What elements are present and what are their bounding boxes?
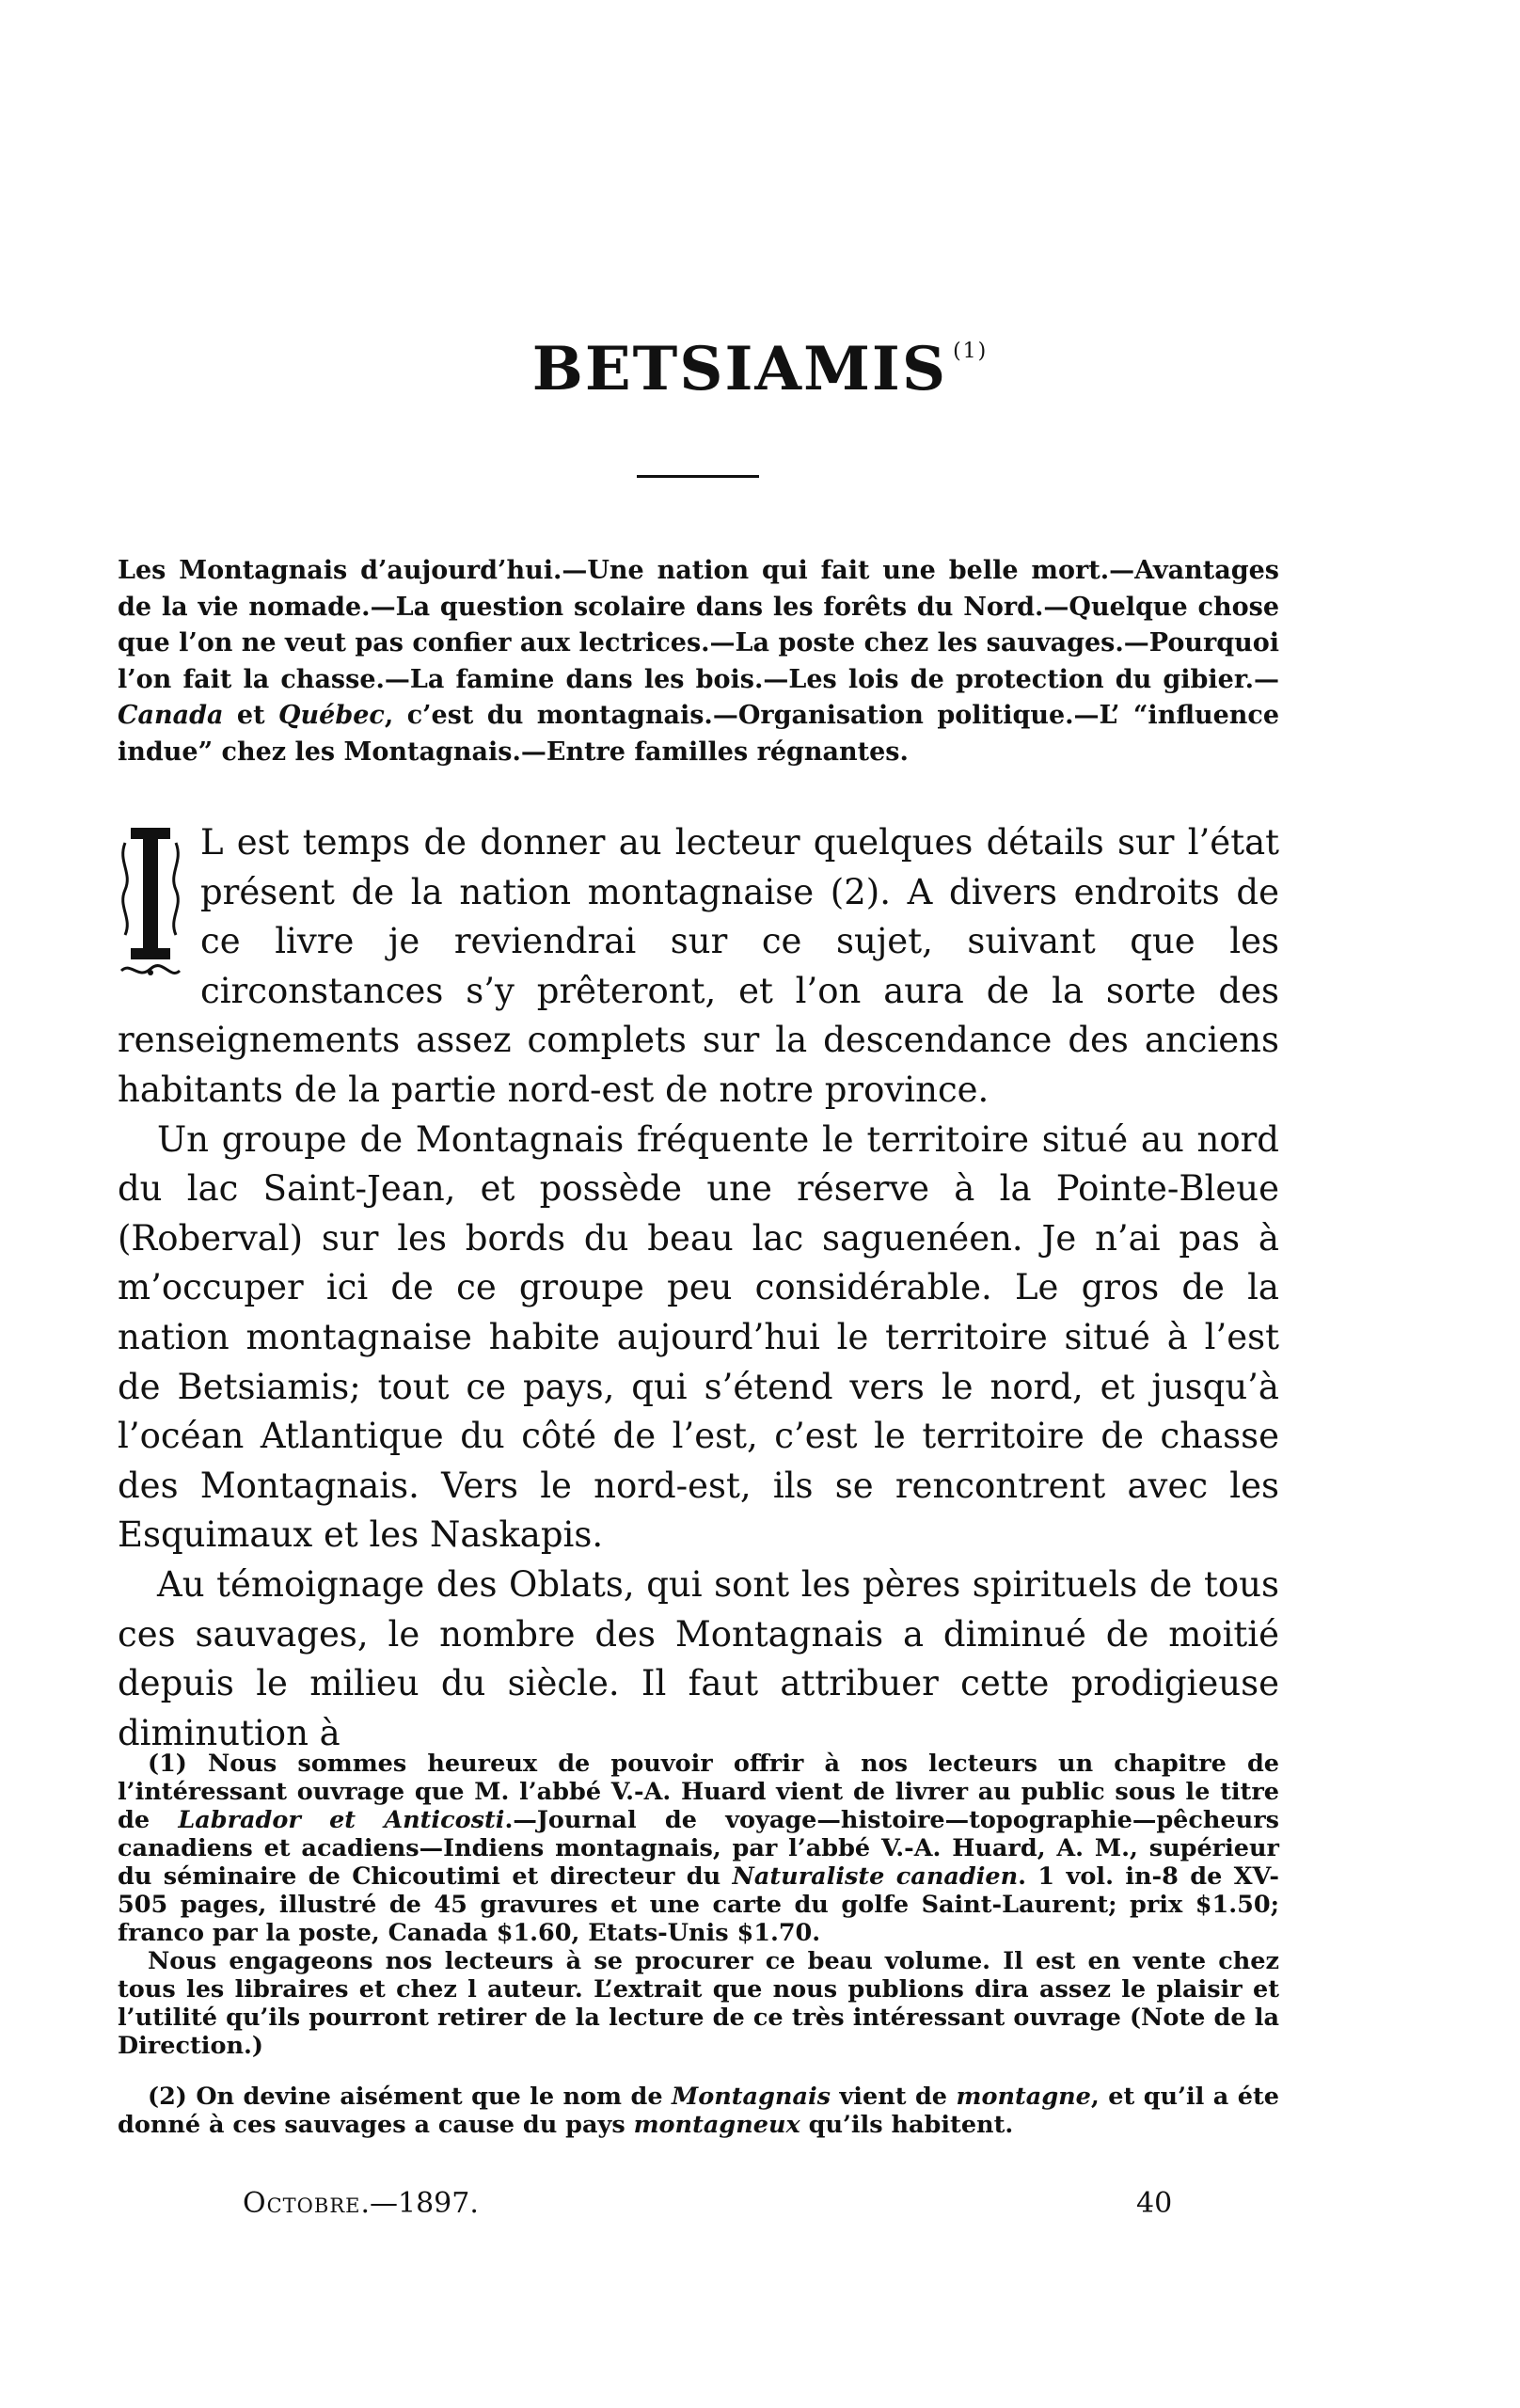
dropcap-ornament (118, 824, 183, 982)
footnote-1 (118, 1750, 1279, 1947)
text-run: qu’ils habitent. (800, 2111, 1014, 2139)
italic-run: Naturaliste canadien (732, 1862, 1019, 1891)
italic-run: Labrador et Anticosti (178, 1806, 505, 1834)
issue-year: .—1897. (360, 2187, 479, 2220)
dropcap-i-icon (118, 824, 183, 982)
title-rule (637, 475, 759, 478)
text-run: , c’est du montagnais.—Organisation politique.—L’ “influence indue” chez les Montagnais.—Entre familles régnantes. (118, 701, 1280, 767)
chapter-title (0, 334, 1520, 404)
title-note-ref: (1) (953, 339, 989, 363)
text-run: .—Journal de voyage—histoire—topographie—pêcheurs canadiens et acadiens—Indiens montagnais, par l’abbé V.-A. Huard, A. M., supérieur du séminaire de Chicoutimi et directeur du (118, 1806, 1279, 1891)
issue-date (243, 2187, 1183, 2220)
text-run: et (223, 701, 279, 730)
page-number: 40 (1136, 2187, 1173, 2220)
title-text: BETSIAMIS (531, 334, 948, 404)
footnote-1-continued: Nous engageons nos lecteurs à se procurer ce beau volume. Il est en vente chez tous les libraires et chez l auteur. L’extrait que nous publions dira assez le plaisir et l’utilité qu’ils pourront retirer de la lecture de ce très intéressant ouvrage (Note de la Direction.) (118, 1947, 1279, 2060)
paragraph-1 (118, 818, 1279, 1116)
issue-month: Octobre (243, 2187, 361, 2220)
paragraph-3: Au témoignage des Oblats, qui sont les pères spirituels de tous ces sauvages, le nombre des Montagnais a diminué de moitié depuis le milieu du siècle. Il faut attribuer cette prodigieuse diminution à (118, 1563, 1279, 1753)
body-text (118, 818, 1279, 1758)
text-run: Les Montagnais d’aujourd’hui.—Une nation qui fait une belle mort.—Avantages de la vie nomade.—La question scolaire dans les forêts du Nord.—Quelque chose que l’on ne veut pas confier aux lectrices.—La poste chez les sauvages.—Pourquoi l’on fait la chasse.—La famine dans les bois.—Les lois de protection du gibier.— (118, 556, 1279, 694)
italic-run: Montagnais (672, 2083, 831, 2111)
paragraph-1-text: L est temps de donner au lecteur quelques détails sur l’état présent de la nation montagnaise (2). A divers endroits de ce livre je reviendrai sur ce sujet, suivant que les circonstances s’y prêteront, et l’on aura de la sorte des renseignements assez complets sur la descendance des anciens habitants de la partie nord-est de notre province. (118, 822, 1279, 1110)
footnote-2 (118, 2083, 1279, 2139)
italic-run: Canada (118, 701, 224, 730)
footnotes (118, 1750, 1279, 2139)
text-run: . 1 vol. in-8 de XV-505 pages, illustré de 45 gravures et une carte du golfe Saint-Laurent; prix $1.50; franco par la poste, Canada $1.60, Etats-Unis $1.70. (118, 1862, 1279, 1947)
paragraph-2: Un groupe de Montagnais fréquente le territoire situé au nord du lac Saint-Jean, et possède une réserve à la Pointe-Bleue (Roberval) sur les bords du beau lac saguenéen. Je n’ai pas à m’occuper ici de ce groupe peu considérable. Le gros de la nation montagnaise habite aujourd’hui le territoire situé à l’est de Betsiamis; tout ce pays, qui s’étend vers le nord, et jusqu’à l’océan Atlantique du côté de l’est, c’est le territoire de chasse des Montagnais. Vers le nord-est, ils se rencontrent avec les Esquimaux et les Naskapis. (118, 1118, 1279, 1556)
italic-run: Québec (278, 701, 385, 730)
text-run: (1) Nous sommes heureux de pouvoir offrir à nos lecteurs un chapitre de l’intéressant ouvrage que M. l’abbé V.-A. Huard vient de livrer au public sous le titre de (118, 1750, 1279, 1834)
italic-run: montagne (956, 2083, 1091, 2111)
svg-text:I: I (150, 909, 151, 910)
chapter-summary (118, 553, 1279, 770)
text-run: vient de (831, 2083, 957, 2111)
italic-run: montagneux (633, 2111, 800, 2139)
text-run: , et qu’il a éte donné à ces sauvages a cause du pays (118, 2083, 1279, 2139)
text-run: (2) On devine aisément que le nom de (148, 2083, 672, 2111)
